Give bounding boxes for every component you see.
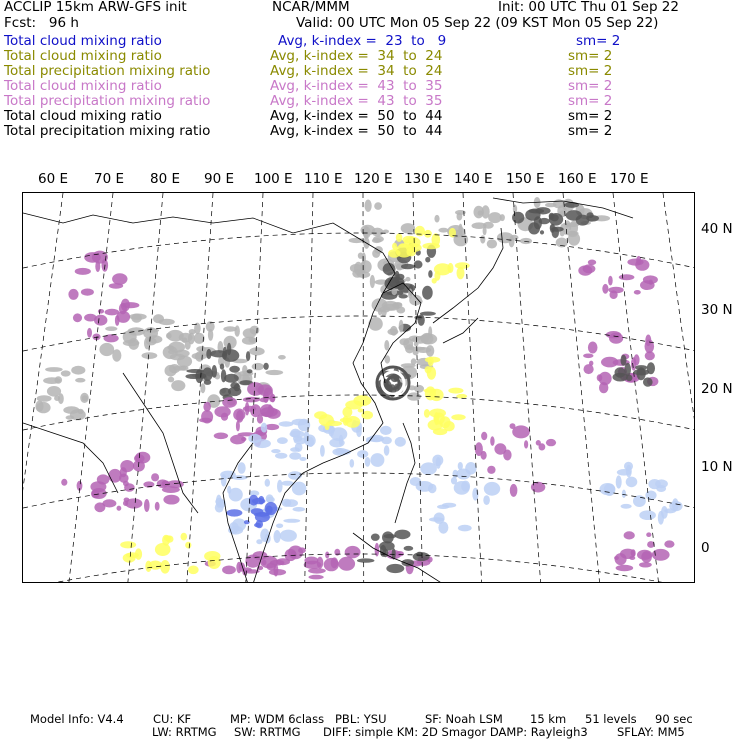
lon-label: 90 E [204,171,234,187]
footer-item: 90 sec [655,712,693,726]
footer-item: SFLAY: MM5 [617,725,685,739]
lon-label: 130 E [404,171,443,187]
field-name: Total cloud mixing ratio [4,108,162,124]
field-name: Total cloud mixing ratio [4,48,162,64]
lon-label: 120 E [354,171,393,187]
footer-item: DIFF: simple KM: 2D Smagor DAMP: Rayleigh3 [323,725,588,739]
lon-label: 60 E [38,171,68,187]
field-avg: Avg, k-index = 43 to 35 [270,78,443,94]
footer-item: MP: WDM 6class [230,712,325,726]
organization: NCAR/MMM [272,0,350,15]
field-avg: Avg, k-index = 43 to 35 [270,93,443,109]
field-avg: Avg, k-index = 23 to 9 [278,33,447,49]
field-name: Total precipitation mixing ratio [4,63,211,79]
lat-label: 20 N [701,381,733,397]
lon-label: 140 E [454,171,493,187]
lon-label: 160 E [558,171,597,187]
field-avg: Avg, k-index = 34 to 24 [270,48,443,64]
field-name: Total precipitation mixing ratio [4,123,211,139]
field-sm: sm= 2 [568,123,613,139]
field-sm: sm= 2 [568,108,613,124]
map-canvas [23,193,695,583]
field-avg: Avg, k-index = 50 to 44 [270,123,443,139]
footer-item: SF: Noah LSM [425,712,503,726]
model-title: ACCLIP 15km ARW-GFS init [4,0,187,15]
field-avg: Avg, k-index = 34 to 24 [270,63,443,79]
field-sm: sm= 2 [568,78,613,94]
lon-label: 70 E [94,171,124,187]
field-name: Total cloud mixing ratio [4,78,162,94]
lat-label: 40 N [701,221,733,237]
valid-time: Valid: 00 UTC Mon 05 Sep 22 (09 KST Mon 05 Sep 22) [296,15,659,31]
footer-item: CU: KF [153,712,192,726]
footer-item: LW: RRTMG [152,725,217,739]
coastlines [23,198,633,583]
field-sm: sm= 2 [568,93,613,109]
field-sm: sm= 2 [568,63,613,79]
field-sm: sm= 2 [576,33,621,49]
lon-label: 110 E [304,171,343,187]
india-coast [123,373,198,513]
japan-south [443,318,478,343]
forecast-hour: Fcst: 96 h [4,15,79,31]
cloud-shading [35,197,682,579]
lat-label: 10 N [701,459,733,475]
lon-label: 170 E [610,171,649,187]
footer-item: 15 km [530,712,567,726]
footer-item: PBL: YSU [335,712,387,726]
lat-lon-grid [23,193,695,583]
footer-item: Model Info: V4.4 [30,712,124,726]
lat-label: 0 [701,540,710,556]
field-name: Total precipitation mixing ratio [4,93,211,109]
lon-label: 100 E [254,171,293,187]
field-avg: Avg, k-index = 50 to 44 [270,108,443,124]
forecast-map [22,192,695,583]
field-sm: sm= 2 [568,48,613,64]
field-name: Total cloud mixing ratio [4,33,162,49]
lon-label: 150 E [506,171,545,187]
footer-item: SW: RRTMG [234,725,301,739]
lon-label: 80 E [150,171,180,187]
init-time: Init: 00 UTC Thu 01 Sep 22 [498,0,679,15]
lat-label: 30 N [701,302,733,318]
footer-item: 51 levels [585,712,637,726]
